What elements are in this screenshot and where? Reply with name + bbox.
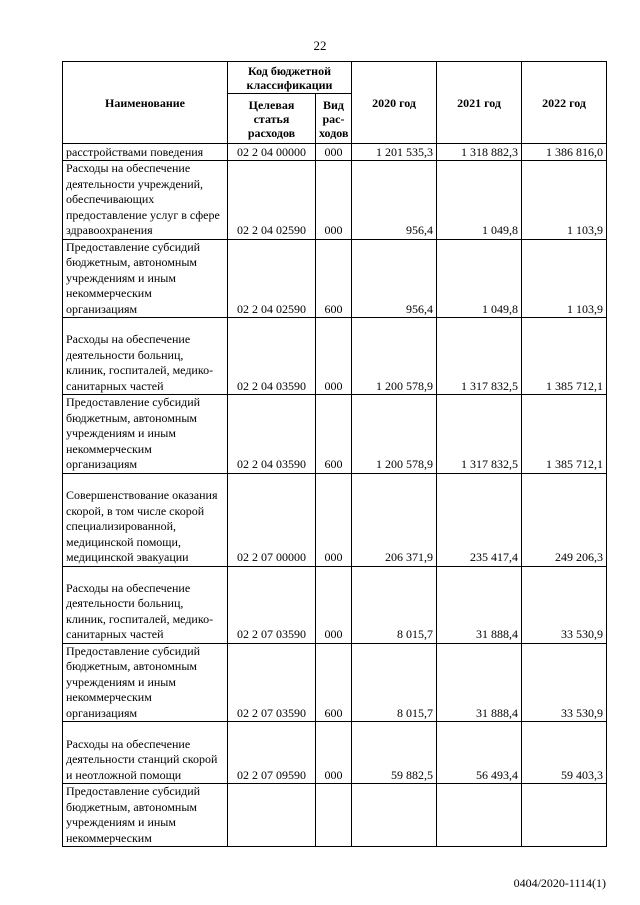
row-value-2020: 8 015,7 xyxy=(352,643,437,722)
row-value-2020: 206 371,9 xyxy=(352,473,437,566)
row-expense-type: 000 xyxy=(316,318,352,395)
row-name: Расходы на обеспечение деятельности станций скорой и неотложной помощи xyxy=(63,722,228,784)
row-name: Предоставление субсидий бюджетным, автономным учреждениям и иным некоммерческим организациям xyxy=(63,239,228,318)
row-expense-type: 000 xyxy=(316,566,352,643)
row-expense-type: 600 xyxy=(316,239,352,318)
row-name: Предоставление субсидий бюджетным, автономным учреждениям и иным некоммерческим организациям xyxy=(63,395,228,474)
header-2021: 2021 год xyxy=(437,62,522,144)
row-code: 02 2 07 03590 xyxy=(228,643,316,722)
row-value-2020 xyxy=(352,784,437,847)
table-row xyxy=(63,566,607,643)
row-value-2020: 956,4 xyxy=(352,161,437,240)
row-expense-type: 000 xyxy=(316,473,352,566)
row-value-2022: 33 530,9 xyxy=(522,566,607,643)
row-value-2021: 1 049,8 xyxy=(437,161,522,240)
row-expense-type: 000 xyxy=(316,161,352,240)
table-row xyxy=(63,784,607,847)
row-value-2020: 1 201 535,3 xyxy=(352,144,437,161)
row-value-2022: 1 103,9 xyxy=(522,239,607,318)
row-value-2020: 1 200 578,9 xyxy=(352,395,437,474)
row-value-2020: 59 882,5 xyxy=(352,722,437,784)
row-value-2022: 33 530,9 xyxy=(522,643,607,722)
row-value-2020: 956,4 xyxy=(352,239,437,318)
row-code: 02 2 07 00000 xyxy=(228,473,316,566)
row-value-2022: 1 385 712,1 xyxy=(522,395,607,474)
row-expense-type: 000 xyxy=(316,144,352,161)
table-row xyxy=(63,643,607,722)
row-value-2022: 59 403,3 xyxy=(522,722,607,784)
row-value-2022: 1 385 712,1 xyxy=(522,318,607,395)
page-number: 22 xyxy=(313,38,327,53)
row-value-2021: 1 318 882,3 xyxy=(437,144,522,161)
row-value-2022: 1 386 816,0 xyxy=(522,144,607,161)
table-row xyxy=(63,318,607,395)
row-code: 02 2 07 03590 xyxy=(228,566,316,643)
header-target-article: Целевая статья расходов xyxy=(228,94,316,144)
header-2022: 2022 год xyxy=(522,62,607,144)
table-row xyxy=(63,144,607,161)
row-name: Расходы на обеспечение деятельности учреждений, обеспечивающих предоставление услуг в сфере здравоохранения xyxy=(63,161,228,240)
row-expense-type: 600 xyxy=(316,395,352,474)
document-code: 0404/2020-1114(1) xyxy=(513,876,606,890)
row-value-2021: 1 317 832,5 xyxy=(437,318,522,395)
row-value-2020: 8 015,7 xyxy=(352,566,437,643)
table-row xyxy=(63,239,607,318)
row-value-2022 xyxy=(522,784,607,847)
table-row xyxy=(63,395,607,474)
header-kbk: Код бюджетной классификации xyxy=(228,62,352,94)
row-value-2021: 31 888,4 xyxy=(437,643,522,722)
row-name: Предоставление субсидий бюджетным, автономным учреждениям и иным некоммерческим организациям xyxy=(63,643,228,722)
row-name: расстройствами поведения xyxy=(63,144,228,161)
table-row xyxy=(63,473,607,566)
header-name: Наименование xyxy=(63,62,228,144)
row-code: 02 2 04 03590 xyxy=(228,395,316,474)
row-value-2021 xyxy=(437,784,522,847)
row-value-2022: 1 103,9 xyxy=(522,161,607,240)
header-expense-type: Вид рас-ходов xyxy=(316,94,352,144)
row-name: Совершенствование оказания скорой, в том числе скорой специализированной, медицинской помощи, медицинской эвакуации xyxy=(63,473,228,566)
row-expense-type: 000 xyxy=(316,722,352,784)
row-code: 02 2 04 03590 xyxy=(228,318,316,395)
table-row xyxy=(63,161,607,240)
row-value-2021: 56 493,4 xyxy=(437,722,522,784)
row-expense-type: 600 xyxy=(316,643,352,722)
row-name: Предоставление субсидий бюджетным, автономным учреждениям и иным некоммерческим xyxy=(63,784,228,847)
row-expense-type xyxy=(316,784,352,847)
row-value-2021: 1 317 832,5 xyxy=(437,395,522,474)
row-value-2022: 249 206,3 xyxy=(522,473,607,566)
row-value-2020: 1 200 578,9 xyxy=(352,318,437,395)
header-2020: 2020 год xyxy=(352,62,437,144)
row-value-2021: 235 417,4 xyxy=(437,473,522,566)
row-value-2021: 31 888,4 xyxy=(437,566,522,643)
row-code: 02 2 07 09590 xyxy=(228,722,316,784)
row-code: 02 2 04 00000 xyxy=(228,144,316,161)
row-value-2021: 1 049,8 xyxy=(437,239,522,318)
row-name: Расходы на обеспечение деятельности больниц, клиник, госпиталей, медико-санитарных частей xyxy=(63,566,228,643)
table-row xyxy=(63,722,607,784)
row-code xyxy=(228,784,316,847)
row-code: 02 2 04 02590 xyxy=(228,239,316,318)
budget-table xyxy=(62,61,607,847)
row-name: Расходы на обеспечение деятельности больниц, клиник, госпиталей, медико-санитарных частей xyxy=(63,318,228,395)
row-code: 02 2 04 02590 xyxy=(228,161,316,240)
